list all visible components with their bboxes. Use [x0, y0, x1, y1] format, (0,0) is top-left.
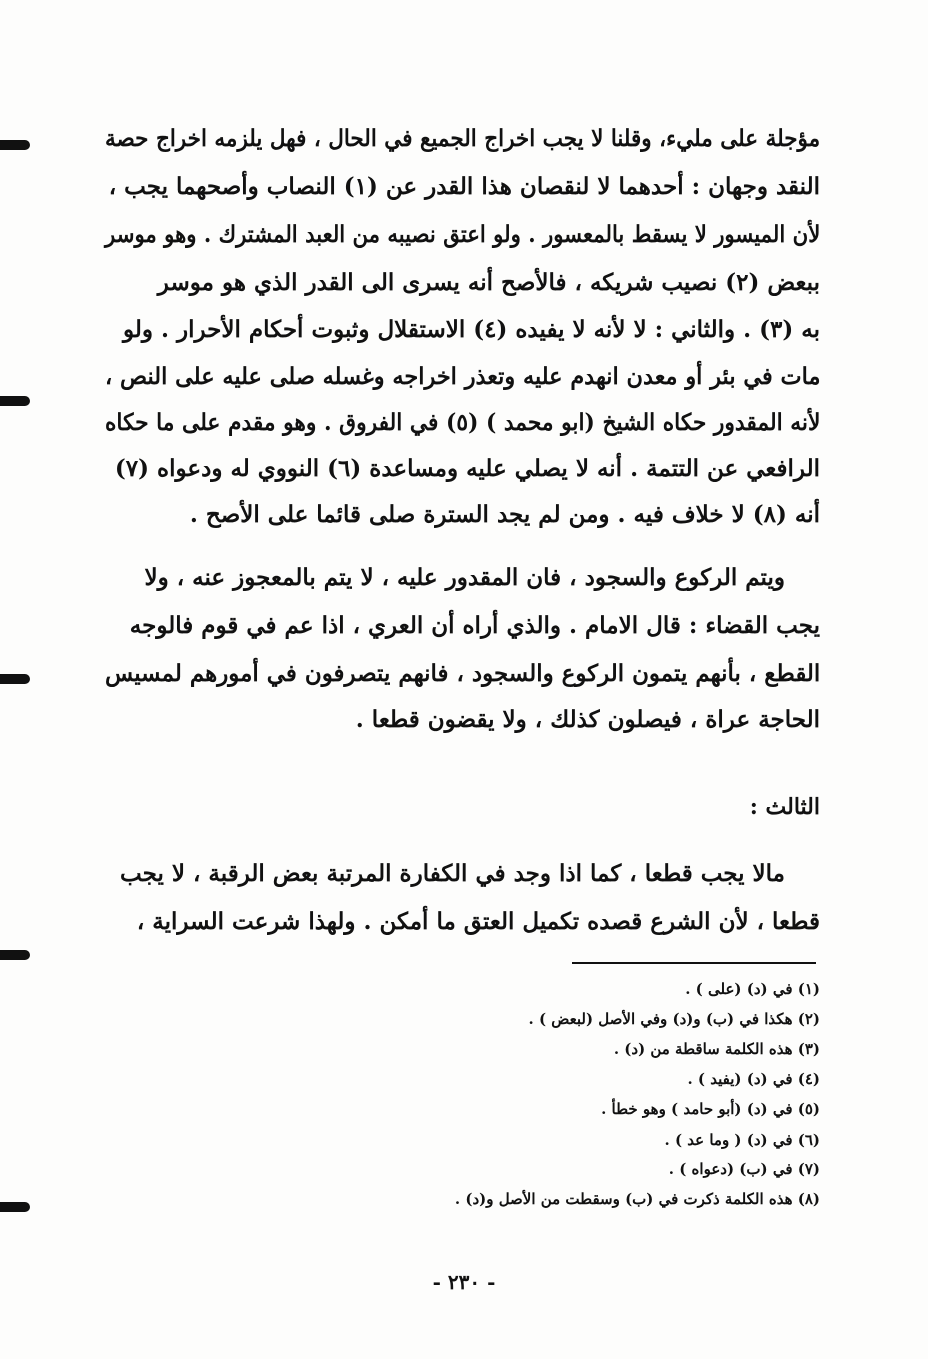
text-line: أنه (٨) لا خلاف فيه . ومن لم يجد السترة صلى قائما على الأصح .: [189, 501, 820, 528]
page-number: - ٢٣٠ -: [432, 1270, 496, 1294]
text-line: ويتم الركوع والسجود ، فان المقدور عليه ، لا يتم بالمعجوز عنه ، ولا: [144, 564, 785, 591]
text-line: ببعض (٢) نصيب شريكه ، فالأصح أنه يسرى الى القدر الذي هو موسر: [157, 269, 820, 296]
text-line: قطعا ، لأن الشرع قصده تكميل العتق ما أمكن . ولهذا شرعت السراية ،: [136, 908, 820, 935]
footnote: (٨) هذه الكلمة ذكرت في (ب) وسقطت من الأصل و(د) .: [454, 1190, 820, 1208]
footnote: (٦) في (د) ( وما عد ) .: [664, 1131, 820, 1149]
footnote: (٣) هذه الكلمة ساقطة من (د) .: [613, 1040, 820, 1058]
text-line: النقد وجهان : أحدهما لا لنقصان هذا القدر عن (١) النصاب وأصحهما يجب ،: [108, 173, 820, 200]
footnote-separator: [572, 962, 816, 964]
scan-edge-mark: [0, 1202, 30, 1212]
text-line: الرافعي عن التتمة . أنه لا يصلي عليه ومساعدة (٦) النووي له ودعواه (٧): [114, 455, 820, 482]
footnote: (٤) في (د) (يفيد ) .: [687, 1070, 820, 1088]
text-line: مؤجلة على مليء، وقلنا لا يجب اخراج الجميع في الحال ، فهل يلزمه اخراج حصة: [104, 125, 820, 152]
footnote: (٢) هكذا في (ب) و(د) وفي الأصل (لبعض ) .: [528, 1010, 820, 1028]
text-line: لأن الميسور لا يسقط بالمعسور . ولو اعتق نصيبه من العبد المشترك . وهو موسر: [104, 221, 820, 248]
scan-edge-mark: [0, 140, 30, 150]
text-line: يجب القضاء : قال الامام . والذي أراه أن العري ، اذا عم في قوم فالوجه: [129, 612, 820, 639]
text-line: القطع ، بأنهم يتمون الركوع والسجود ، فانهم يتصرفون في أمورهم لمسيس: [104, 660, 820, 687]
footnote: (٧) في (ب) (دعواه ) .: [668, 1160, 820, 1178]
paragraph-3: [105, 0, 820, 950]
scan-edge-mark: [0, 674, 30, 684]
text-line: مالا يجب قطعا ، كما اذا وجد في الكفارة المرتبة بعض الرقبة ، لا يجب: [120, 860, 785, 887]
text-line: به (٣) . والثاني : لا لأنه لا يفيده (٤) الاستقلال وثبوت أحكام الأحرار . ولو: [122, 316, 820, 343]
footnote: (٥) في (د) (أبو حامد ) وهو خطأ .: [601, 1100, 820, 1118]
text-line: الحاجة عراة ، فيصلون كذلك ، ولا يقضون قطعا .: [355, 706, 820, 733]
text-line: لأنه المقدور حكاه الشيخ (ابو محمد ) (٥) في الفروق . وهو مقدم على ما حكاه: [104, 409, 820, 436]
section-heading: الثالث :: [749, 794, 820, 820]
text-line: مات في بئر أو معدن انهدم عليه وتعذر اخراجه وغسله صلى عليه على النص ،: [104, 363, 820, 390]
footnote: (١) في (د) (على ) .: [685, 980, 820, 998]
scan-edge-mark: [0, 950, 30, 960]
scan-edge-mark: [0, 396, 30, 406]
